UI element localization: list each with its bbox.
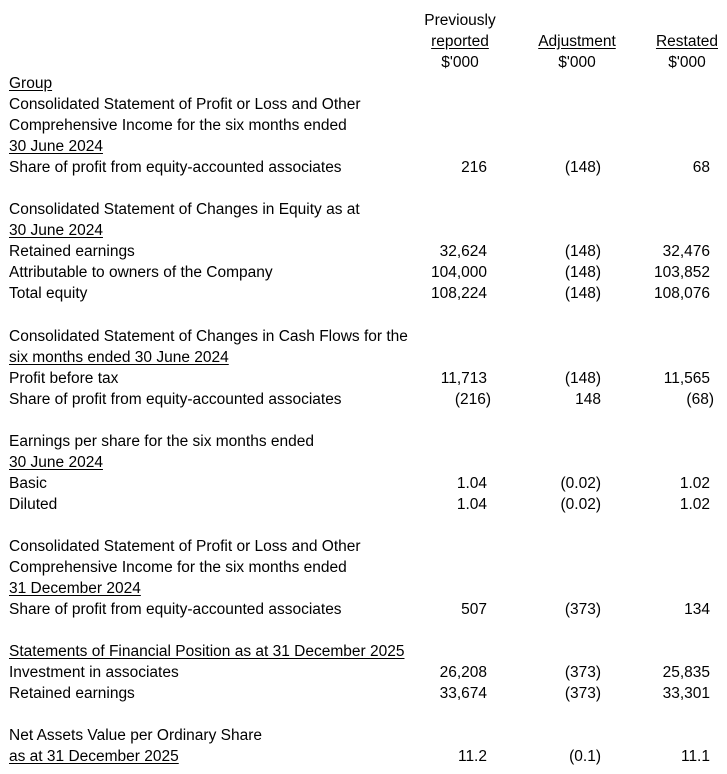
value-previously-reported: (216) [454, 391, 491, 408]
row-label: Basic [9, 475, 47, 492]
value-previously-reported: 33,674 [439, 685, 487, 702]
col-header-restated [627, 31, 727, 73]
col-header-line: $'000 [668, 54, 706, 71]
value-restated: 32,476 [662, 243, 710, 260]
section-title-line: Comprehensive Income for the six months ended [9, 559, 347, 576]
col-header-line: reported [431, 33, 489, 50]
value-restated: 11.1 [680, 748, 710, 765]
section-title-line: Consolidated Statement of Changes in Cash Flows for the [9, 328, 408, 345]
section-title-line: 30 June 2024 [9, 138, 103, 155]
value-restated: 134 [684, 601, 710, 618]
section-title-line: 31 December 2024 [9, 580, 141, 597]
value-adjustment: (148) [564, 264, 601, 281]
value-adjustment: (373) [564, 664, 601, 681]
section-title-line: Earnings per share for the six months ended [9, 433, 315, 450]
value-restated: 108,076 [653, 285, 710, 302]
row-label: Attributable to owners of the Company [9, 264, 273, 281]
section-title-line: as at 31 December 2025 [9, 748, 179, 765]
row-label: Profit before tax [9, 370, 119, 387]
value-adjustment: (148) [564, 370, 601, 387]
section-title-line: Consolidated Statement of Changes in Equity as at [9, 201, 360, 218]
value-adjustment: (0.1) [569, 748, 601, 765]
row-label: Diluted [9, 496, 58, 513]
value-restated: 68 [692, 159, 710, 176]
value-previously-reported: 104,000 [430, 264, 487, 281]
section-title-line: six months ended 30 June 2024 [9, 349, 229, 366]
value-adjustment: (148) [564, 285, 601, 302]
value-previously-reported: 108,224 [430, 285, 487, 302]
value-previously-reported: 32,624 [439, 243, 487, 260]
value-previously-reported: 216 [461, 159, 487, 176]
value-restated: 33,301 [662, 685, 710, 702]
section-title-line: Comprehensive Income for the six months ended [9, 117, 347, 134]
value-adjustment: (0.02) [560, 496, 601, 513]
value-restated: 103,852 [653, 264, 710, 281]
value-restated: 1.02 [679, 496, 710, 513]
section-title-line: Net Assets Value per Ordinary Share [9, 727, 263, 744]
value-previously-reported: 11.2 [457, 748, 487, 765]
value-restated: 1.02 [679, 475, 710, 492]
col-header-line: $'000 [441, 54, 479, 71]
value-adjustment: (373) [564, 685, 601, 702]
value-previously-reported: 1.04 [456, 475, 487, 492]
value-adjustment: (148) [564, 159, 601, 176]
col-header-line: Restated [655, 33, 719, 50]
group-label: Group [9, 75, 53, 92]
row-label: Retained earnings [9, 685, 135, 702]
value-adjustment: (373) [564, 601, 601, 618]
value-restated: 11,565 [663, 370, 710, 387]
col-header-adjustment [517, 31, 637, 73]
section-title-line: 30 June 2024 [9, 454, 103, 471]
value-adjustment: (148) [564, 243, 601, 260]
col-header-line: Previously [424, 12, 496, 29]
col-header-previously-reported [400, 10, 520, 73]
value-restated: (68) [686, 391, 714, 408]
section-title-line: Consolidated Statement of Profit or Loss and Other [9, 538, 361, 555]
value-previously-reported: 26,208 [439, 664, 487, 681]
col-header-line: Adjustment [538, 33, 616, 50]
row-label: Investment in associates [9, 664, 179, 681]
row-label: Share of profit from equity-accounted associates [9, 391, 342, 408]
value-adjustment: (0.02) [560, 475, 601, 492]
row-label: Retained earnings [9, 243, 135, 260]
row-label: Share of profit from equity-accounted associates [9, 159, 342, 176]
value-adjustment: 148 [575, 391, 601, 408]
section-title-line: Consolidated Statement of Profit or Loss and Other [9, 96, 361, 113]
section-title-line: Statements of Financial Position as at 31 December 2025 [9, 643, 405, 660]
row-label: Total equity [9, 285, 88, 302]
value-previously-reported: 1.04 [456, 496, 487, 513]
section-title-line: 30 June 2024 [9, 222, 103, 239]
row-label: Share of profit from equity-accounted associates [9, 601, 342, 618]
value-previously-reported: 507 [461, 601, 487, 618]
value-restated: 25,835 [662, 664, 710, 681]
value-previously-reported: 11,713 [440, 370, 487, 387]
col-header-line: $'000 [558, 54, 596, 71]
